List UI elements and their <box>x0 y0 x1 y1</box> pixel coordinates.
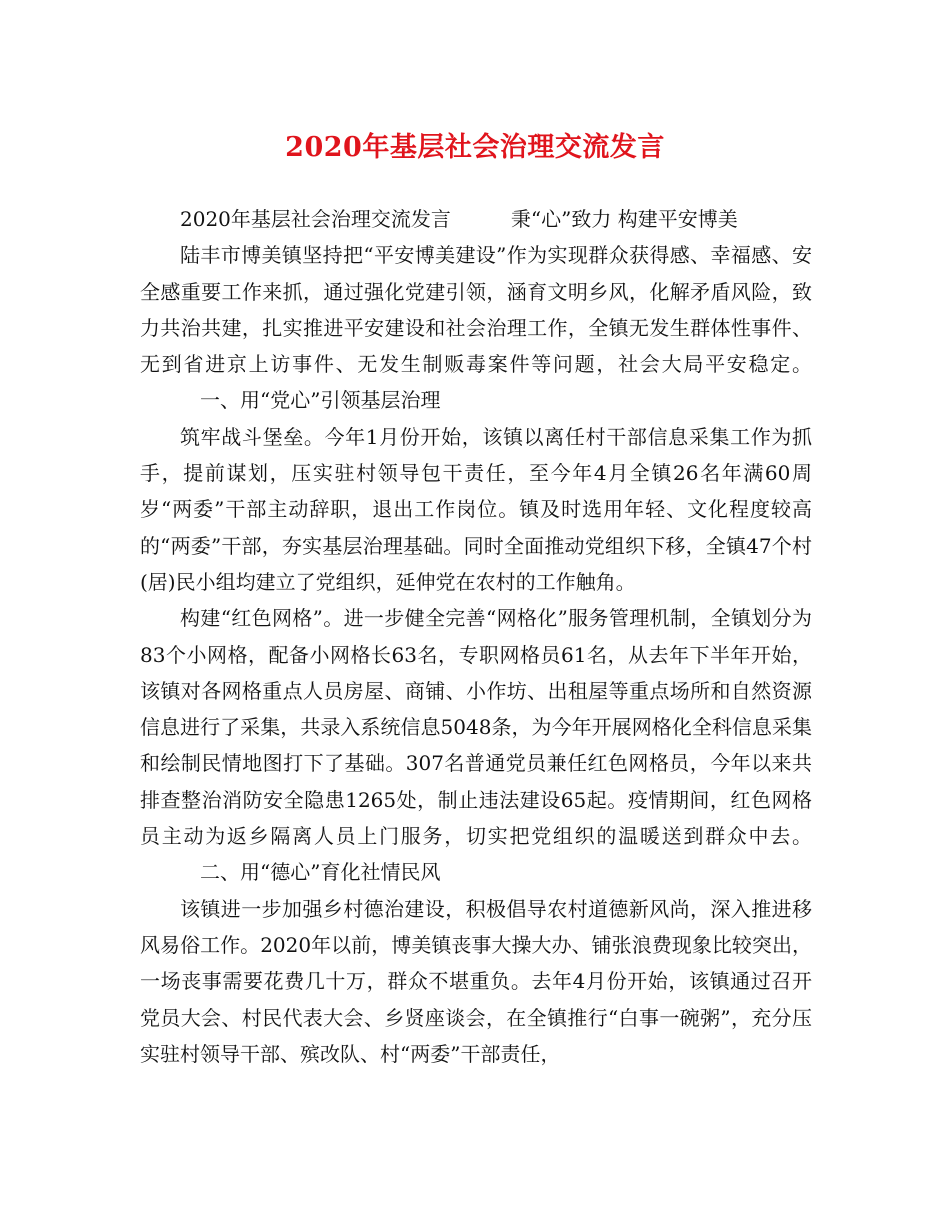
intro-subtitle: 秉“心”致力 构建平安博美 <box>510 207 738 231</box>
paragraph-3-text: 构建“红色网格”。进一步健全完善“网格化”服务管理机制，全镇划分为83个小网格，配备小网格长63名，专职网格员61名，从去年下半年开始，该镇对各网格重点人员房屋、商铺、小作坊、出租屋等重点场所和自然资源信息进行了采集，共录入系统信息5048条，为今年开展网格化全科信息采集和绘制民情地图打下了基础。307名普通党员兼任红色网格员，今年以来共排查整治消防安全隐患1265处，制止违法建设65起。疫情期间，红色网格员主动为返乡隔离人员上门服务，切实把党组织的温暖送到群众中去。 <box>140 606 812 849</box>
section-heading-2: 二、用“德心”育化社情民风 <box>200 860 441 885</box>
paragraph-3 <box>140 600 812 890</box>
paragraph-1-text: 陆丰市博美镇坚持把“平安博美建设”作为实现群众获得感、幸福感、安全感重要工作来抓，通过强化党建引领，涵育文明乡风，化解矛盾风险，致力共治共建，扎实推进平安建设和社会治理工作，全镇无发生群体性事件、无到省进京上访事件、无发生制贩毒案件等问题，社会大局平安稳定。 <box>140 243 812 377</box>
section-heading-1: 一、用“党心”引领基层治理 <box>200 388 441 413</box>
intro-lead: 2020年基层社会治理交流发言 <box>180 207 451 231</box>
document-body <box>140 201 812 1072</box>
intro-paragraph <box>140 201 812 237</box>
paragraph-1 <box>140 237 812 418</box>
paragraph-2: 筑牢战斗堡垒。今年1月份开始，该镇以离任村干部信息采集工作为抓手，提前谋划，压实驻村领导包干责任，至今年4月全镇26名年满60周岁“两委”干部主动辞职，退出工作岗位。镇及时选用年轻、文化程度较高的“两委”干部，夯实基层治理基础。同时全面推动党组织下移，全镇47个村(居)民小组均建立了党组织，延伸党在农村的工作触角。 <box>140 424 812 594</box>
document-title: 2020年基层社会治理交流发言 <box>285 132 665 163</box>
paragraph-4: 该镇进一步加强乡村德治建设，积极倡导农村道德新风尚，深入推进移风易俗工作。2020年以前，博美镇丧事大操大办、铺张浪费现象比较突出，一场丧事需要花费几十万，群众不堪重负。去年4月份开始，该镇通过召开党员大会、村民代表大会、乡贤座谈会，在全镇推行“白事一碗粥”，充分压实驻村领导干部、殡改队、村“两委”干部责任， <box>140 896 812 1066</box>
